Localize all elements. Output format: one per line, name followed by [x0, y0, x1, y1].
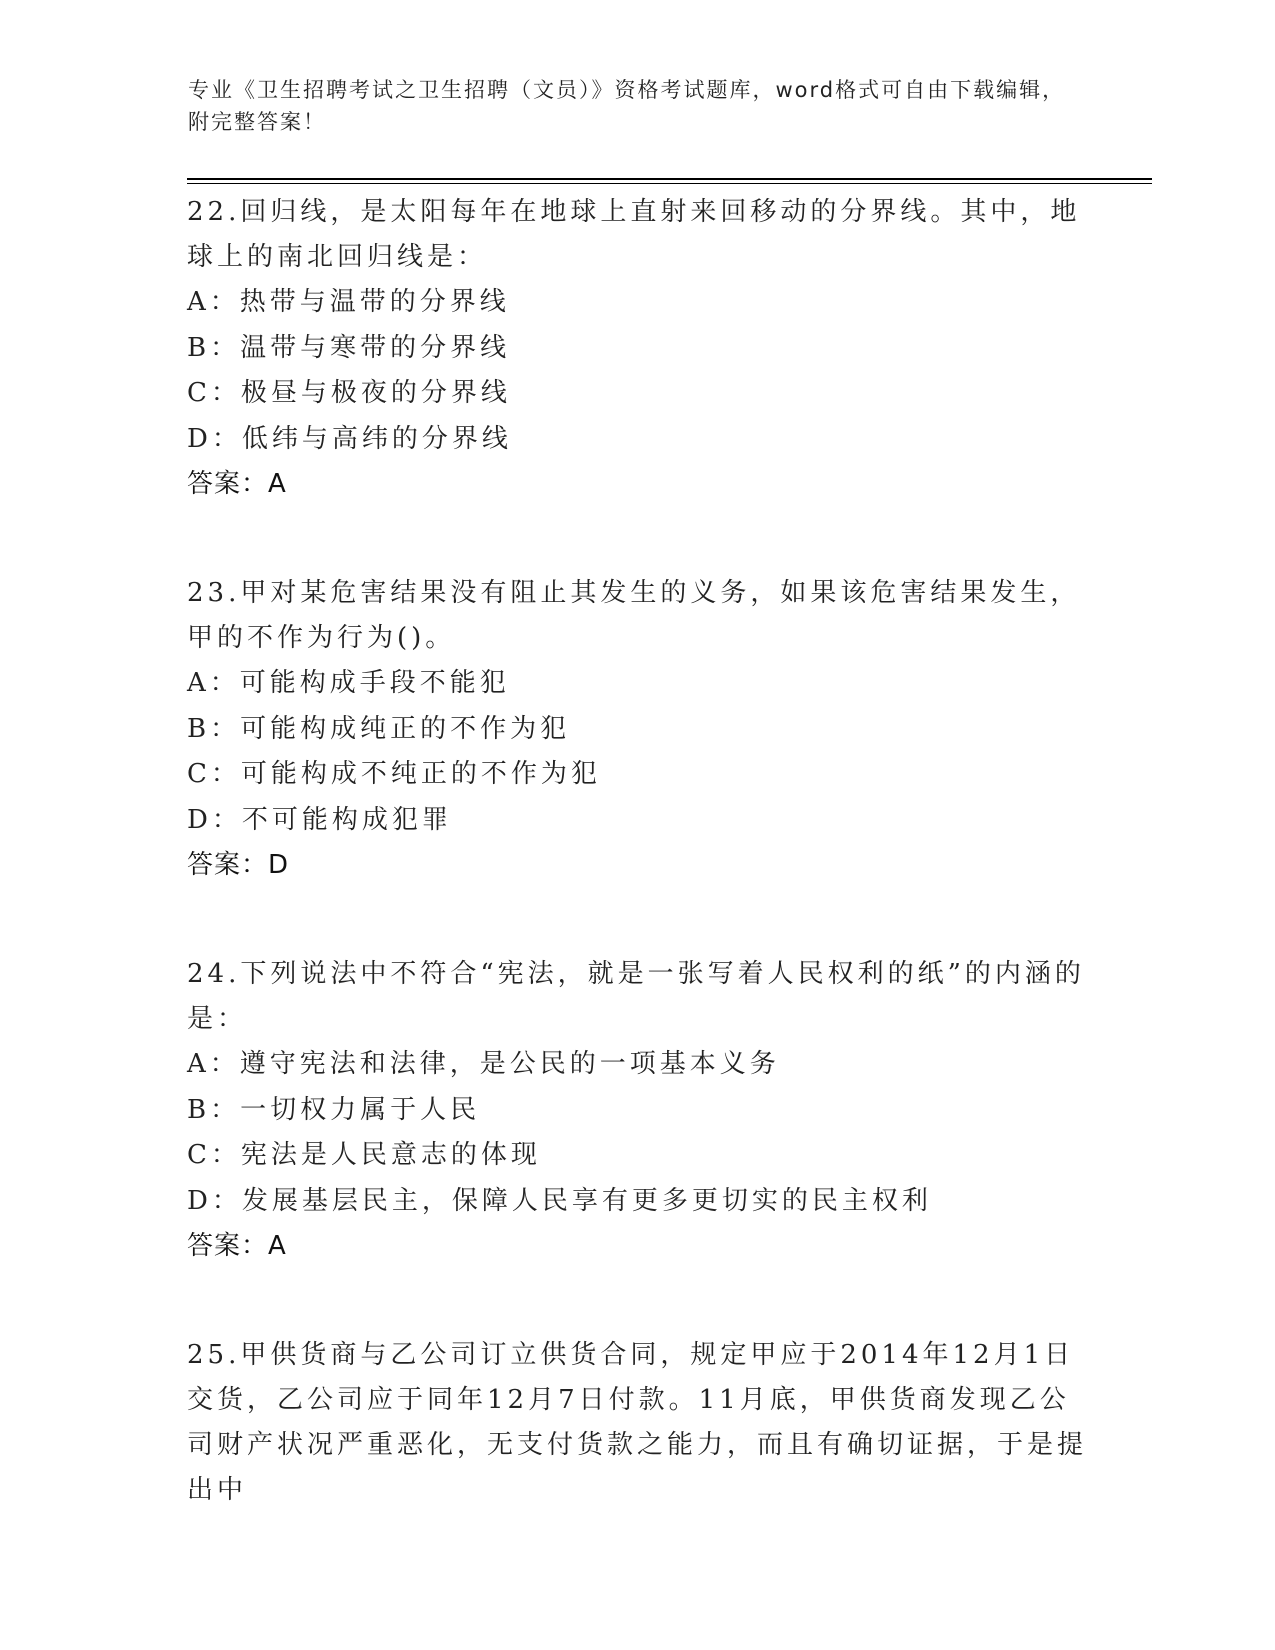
- option-c: C：极昼与极夜的分界线: [187, 378, 511, 408]
- option-b: B：可能构成纯正的不作为犯: [187, 713, 571, 744]
- question-list: [187, 190, 1087, 1577]
- question-stem: 25.甲供货商与乙公司订立供货合同，规定甲应于2014年12月1日交货，乙公司应于同年12月7日付款。11月底，甲供货商发现乙公司财产状况严重恶化，无支付货款之能力，而且有确切证据，于是提出中: [187, 1340, 1088, 1505]
- question-stem: 24.下列说法中不符合“宪法，就是一张写着人民权利的纸”的内涵的是：: [187, 959, 1085, 1034]
- question-25: [187, 1333, 1087, 1513]
- question-23: [187, 571, 1087, 888]
- option-d: D：低纬与高纬的分界线: [187, 423, 512, 454]
- question-stem: 23.甲对某危害结果没有阻止其发生的义务，如果该危害结果发生，甲的不作为行为()。: [187, 578, 1081, 653]
- answer: 答案：A: [187, 469, 287, 499]
- answer: 答案：A: [187, 1231, 287, 1261]
- option-a: A：遵守宪法和法律，是公民的一项基本义务: [187, 1049, 780, 1079]
- document-header: 专业《卫生招聘考试之卫生招聘（文员）》资格考试题库，word格式可自由下载编辑，附完整答案！: [188, 78, 1066, 134]
- question-22: [187, 190, 1087, 507]
- option-d: D：发展基层民主，保障人民享有更多更切实的民主权利: [187, 1185, 932, 1216]
- option-b: B：一切权力属于人民: [187, 1094, 481, 1125]
- option-b: B：温带与寒带的分界线: [187, 332, 511, 363]
- question-stem: 22.回归线，是太阳每年在地球上直射来回移动的分界线。其中，地球上的南北回归线是：: [187, 197, 1081, 272]
- answer: 答案：D: [187, 850, 290, 880]
- option-c: C：宪法是人民意志的体现: [187, 1140, 541, 1170]
- header-rule-thin: [187, 183, 1152, 184]
- option-d: D：不可能构成犯罪: [187, 804, 452, 835]
- question-24: [187, 952, 1087, 1269]
- header-rule-thick: [187, 178, 1152, 180]
- option-a: A：可能构成手段不能犯: [187, 668, 510, 698]
- option-a: A：热带与温带的分界线: [187, 287, 510, 317]
- option-c: C：可能构成不纯正的不作为犯: [187, 759, 601, 789]
